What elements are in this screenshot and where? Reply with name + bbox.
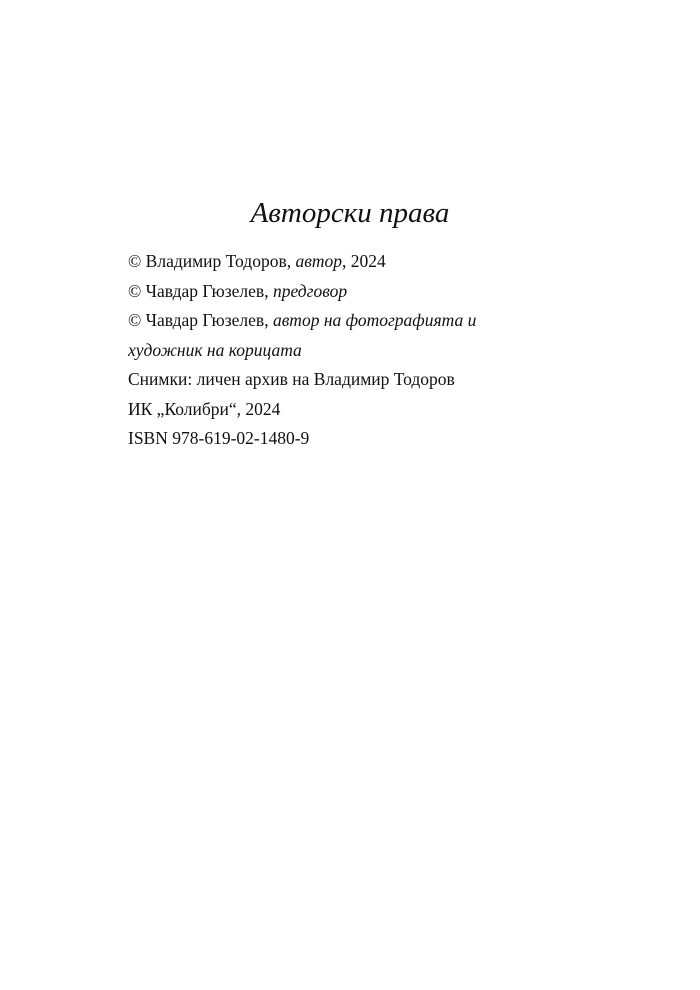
line-text: © Чавдар Гюзелев, (128, 310, 273, 330)
line-text: ISBN 978-619-02-1480-9 (128, 428, 310, 448)
publisher-line (128, 395, 578, 425)
line-role-italic: художник на корицата (128, 339, 302, 360)
line-text: Снимки: личен архив на Владимир Тодоров (128, 369, 455, 389)
line-role-italic: предговор (272, 280, 348, 301)
line-role-italic: автор на фотографията и (272, 310, 477, 330)
line-role-italic: автор (295, 251, 342, 271)
line-text: , 2024 (341, 251, 386, 271)
copyright-line-preface (128, 277, 578, 307)
line-text: © Чавдар Гюзелев, (128, 280, 273, 301)
copyright-line-author (128, 247, 578, 277)
photos-credit-line (128, 365, 578, 395)
copyright-lines (128, 247, 578, 454)
line-text: ИК „Колибри“, 2024 (128, 398, 281, 419)
copyright-line-photo (128, 306, 578, 336)
copyright-line-cover (128, 336, 578, 366)
isbn-line (128, 424, 578, 454)
line-text: © Владимир Тодоров, (128, 251, 296, 271)
page-title: Авторски права (250, 197, 450, 229)
